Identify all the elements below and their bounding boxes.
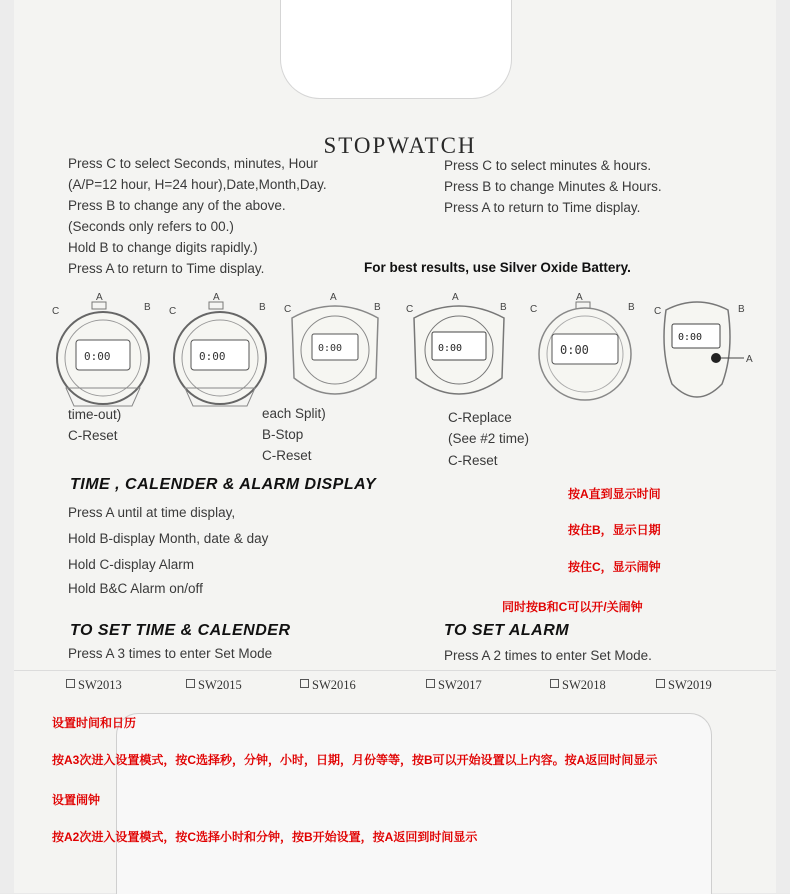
model-code-5: SW2018 <box>550 678 606 693</box>
checkbox-icon <box>186 679 195 688</box>
checkbox-icon <box>550 679 559 688</box>
left-instruction-2: (A/P=12 hour, H=24 hour),Date,Month,Day. <box>68 177 327 192</box>
model-code-1: SW2013 <box>66 678 122 693</box>
svg-text:B: B <box>259 302 266 313</box>
svg-text:A: A <box>576 292 583 303</box>
right-instruction-1: Press C to select minutes & hours. <box>444 158 652 173</box>
time-line-1: Press A until at time display, <box>68 505 236 520</box>
model-code-6: SW2019 <box>656 678 712 693</box>
svg-text:B: B <box>374 302 381 313</box>
split-note-col3-1: C-Replace <box>448 410 512 425</box>
svg-text:C: C <box>654 306 662 317</box>
set-time-heading: TO SET TIME & CALENDER <box>70 622 291 639</box>
button-a-label: A <box>96 292 103 303</box>
time-line-3: Hold C-display Alarm <box>68 557 195 572</box>
checkbox-icon <box>300 679 309 688</box>
svg-text:B: B <box>738 304 745 315</box>
checkbox-icon <box>656 679 665 688</box>
checkbox-icon <box>426 679 435 688</box>
svg-text:A: A <box>330 292 337 303</box>
svg-text:0:00: 0:00 <box>438 343 463 354</box>
page-title: STOPWATCH <box>323 133 477 158</box>
card-right-edge <box>776 0 790 893</box>
left-instruction-1: Press C to select Seconds, minutes, Hour <box>68 156 318 171</box>
left-instruction-3: Press B to change any of the above. <box>68 198 286 213</box>
svg-text:0:00: 0:00 <box>560 343 589 357</box>
set-alarm-heading: TO SET ALARM <box>444 622 570 639</box>
red-note-2: 按住B，显示日期 <box>568 523 661 537</box>
bottom-red-2: 按A3次进入设置模式，按C选择秒，分钟，小时，日期，月份等等，按B可以开始设置以上内容。按A返回时间显示 <box>52 753 658 767</box>
button-c-label: C <box>52 306 60 317</box>
set-time-line: Press A 3 times to enter Set Mode <box>68 646 273 661</box>
watch-display: 0:00 <box>84 350 111 363</box>
svg-text:C: C <box>169 306 177 317</box>
svg-text:A: A <box>746 354 753 365</box>
model-code-2: SW2015 <box>186 678 242 693</box>
left-instruction-5: Hold B to change digits rapidly.) <box>68 240 258 255</box>
time-line-2: Hold B-display Month, date & day <box>68 531 269 546</box>
battery-note: For best results, use Silver Oxide Battery. <box>364 260 631 275</box>
checkbox-icon <box>66 679 75 688</box>
stopwatch-sw2016-icon <box>280 288 390 410</box>
button-b-label: B <box>144 302 151 313</box>
model-code-row <box>60 678 760 698</box>
split-note-col3-3: C-Reset <box>448 453 498 468</box>
svg-text:A: A <box>213 292 220 303</box>
svg-text:C: C <box>530 304 538 315</box>
right-instruction-2: Press B to change Minutes & Hours. <box>444 179 662 194</box>
model-code-3: SW2016 <box>300 678 356 693</box>
left-instruction-6: Press A to return to Time display. <box>68 261 265 276</box>
stopwatch-sw2017-icon <box>402 288 517 410</box>
bottom-red-3: 设置闹钟 <box>52 793 101 807</box>
red-note-4: 同时按B和C可以开/关闹钟 <box>502 600 643 614</box>
blister-window <box>116 713 712 894</box>
split-note-col3-2: (See #2 time) <box>448 431 530 446</box>
left-instruction-4: (Seconds only refers to 00.) <box>68 219 234 234</box>
right-instruction-3: Press A to return to Time display. <box>444 200 641 215</box>
split-note-col2-3: C-Reset <box>262 448 312 463</box>
svg-text:B: B <box>628 302 635 313</box>
svg-text:A: A <box>452 292 459 303</box>
svg-text:0:00: 0:00 <box>199 350 226 363</box>
svg-text:0:00: 0:00 <box>318 343 343 354</box>
bottom-red-4: 按A2次进入设置模式，按C选择小时和分钟，按B开始设置，按A返回到时间显示 <box>52 830 478 844</box>
red-note-1: 按A直到显示时间 <box>568 487 661 501</box>
hang-hole <box>280 0 512 99</box>
stopwatch-sw2018-icon <box>528 288 643 410</box>
stopwatch-sw2013-icon <box>48 288 158 410</box>
red-note-3: 按住C，显示闹钟 <box>568 560 661 574</box>
divider <box>14 670 776 671</box>
split-note-col2-1: each Split) <box>262 406 326 421</box>
set-alarm-line: Press A 2 times to enter Set Mode. <box>444 648 652 663</box>
model-code-4: SW2017 <box>426 678 482 693</box>
svg-text:C: C <box>284 304 292 315</box>
svg-text:B: B <box>500 302 507 313</box>
time-section-heading: TIME , CALENDER & ALARM DISPLAY <box>70 476 377 493</box>
stopwatch-sw2019-icon <box>652 292 764 414</box>
bottom-red-1: 设置时间和日历 <box>52 716 137 730</box>
split-note-col1-2: C-Reset <box>68 428 118 443</box>
stopwatch-sw2015-icon <box>165 288 275 410</box>
time-line-4: Hold B&C Alarm on/off <box>68 581 203 596</box>
split-note-col2-2: B-Stop <box>262 427 304 442</box>
svg-text:0:00: 0:00 <box>678 332 703 343</box>
card-left-edge <box>0 0 14 893</box>
svg-text:C: C <box>406 304 414 315</box>
split-note-col1-1: time-out) <box>68 407 122 422</box>
